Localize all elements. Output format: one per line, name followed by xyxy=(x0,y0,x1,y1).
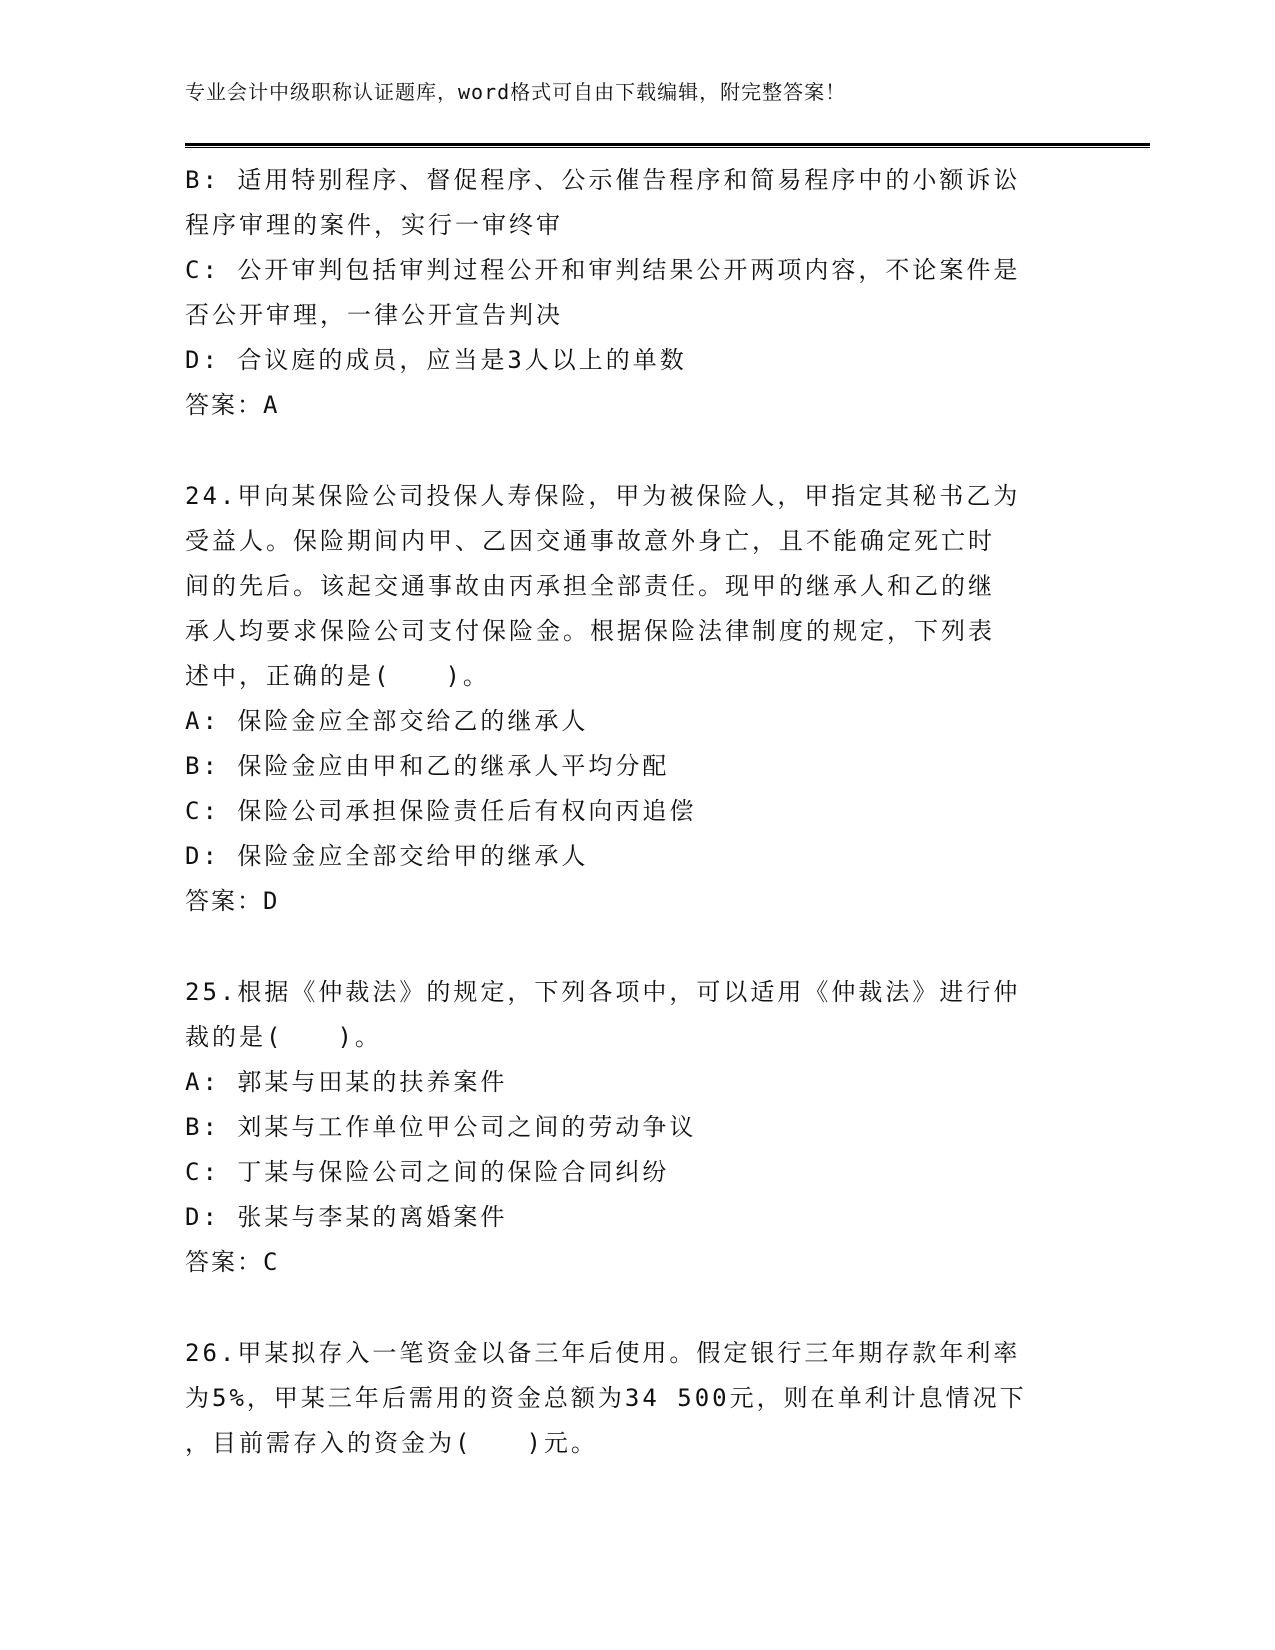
q25-answer xyxy=(185,1240,1085,1285)
q25-stem-line: 25.根据《仲裁法》的规定，下列各项中，可以适用《仲裁法》进行仲 xyxy=(185,978,1021,1006)
page-header: 专业会计中级职称认证题库，word格式可自由下载编辑，附完整答案！ xyxy=(185,80,847,104)
spacer xyxy=(185,924,1085,970)
q24-stem-line: 24.甲向某保险公司投保人寿保险，甲为被保险人，甲指定其秘书乙为 xyxy=(185,482,1021,510)
q25-option-b: B: 刘某与工作单位甲公司之间的劳动争议 xyxy=(185,1113,697,1141)
q23-option-d: D: 合议庭的成员，应当是3人以上的单数 xyxy=(185,346,687,374)
answer-label: 答案： xyxy=(185,391,263,419)
q26-stem-line: ，目前需存入的资金为( )元。 xyxy=(185,1429,598,1457)
q24-stem-line: 受益人。保险期间内甲、乙因交通事故意外身亡，且不能确定死亡时 xyxy=(185,527,995,555)
spacer xyxy=(185,428,1085,474)
question-26-block xyxy=(185,1331,1085,1466)
q23-option-c-line2: 否公开审理，一律公开宣告判决 xyxy=(185,301,563,329)
question-24-block xyxy=(185,474,1085,924)
q23-option-b-line2: 程序审理的案件，实行一审终审 xyxy=(185,211,563,239)
q24-option-a: A: 保险金应全部交给乙的继承人 xyxy=(185,707,589,735)
answer-label: 答案： xyxy=(185,1248,263,1276)
q24-option-b: B: 保险金应由甲和乙的继承人平均分配 xyxy=(185,752,670,780)
q26-stem-line: 26.甲某拟存入一笔资金以备三年后使用。假定银行三年期存款年利率 xyxy=(185,1339,1021,1367)
q25-option-a: A: 郭某与田某的扶养案件 xyxy=(185,1068,508,1096)
q25-option-c: C: 丁某与保险公司之间的保险合同纠纷 xyxy=(185,1158,670,1186)
answer-value: A xyxy=(263,391,280,419)
answer-value: C xyxy=(263,1248,280,1276)
q25-stem-line: 裁的是( )。 xyxy=(185,1023,382,1051)
q24-option-d: D: 保险金应全部交给甲的继承人 xyxy=(185,842,589,870)
q24-stem-line: 述中，正确的是( )。 xyxy=(185,662,490,690)
q25-option-d: D: 张某与李某的离婚案件 xyxy=(185,1203,508,1231)
q23-option-c-line1: C: 公开审判包括审判过程公开和审判结果公开两项内容，不论案件是 xyxy=(185,256,1021,284)
question-23-block xyxy=(185,158,1085,428)
q24-stem-line: 间的先后。该起交通事故由丙承担全部责任。现甲的继承人和乙的继 xyxy=(185,572,995,600)
header-divider xyxy=(185,143,1150,148)
q24-option-c: C: 保险公司承担保险责任后有权向丙追偿 xyxy=(185,797,697,825)
q23-answer xyxy=(185,383,1085,428)
answer-value: D xyxy=(263,887,280,915)
question-content xyxy=(185,158,1085,1466)
answer-label: 答案： xyxy=(185,887,263,915)
q26-stem-line: 为5%，甲某三年后需用的资金总额为34 500元，则在单利计息情况下 xyxy=(185,1384,1027,1412)
spacer xyxy=(185,1285,1085,1331)
q24-answer xyxy=(185,879,1085,924)
q23-option-b-line1: B: 适用特别程序、督促程序、公示催告程序和简易程序中的小额诉讼 xyxy=(185,166,1021,194)
q24-stem-line: 承人均要求保险公司支付保险金。根据保险法律制度的规定，下列表 xyxy=(185,617,995,645)
question-25-block xyxy=(185,970,1085,1285)
